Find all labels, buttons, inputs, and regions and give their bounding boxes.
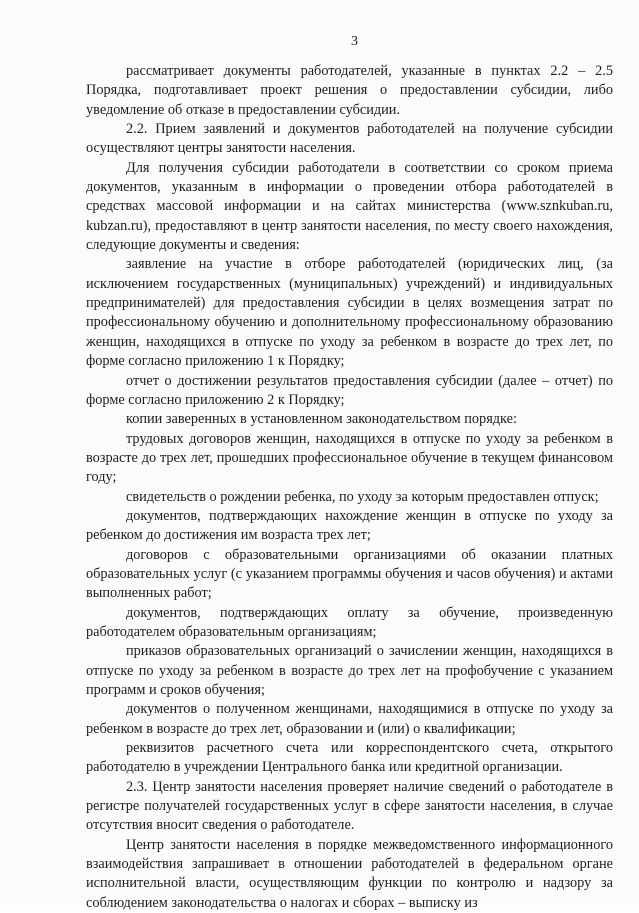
paragraph-certified-copies: копии заверенных в установленном законодательством порядке: [126, 411, 517, 428]
paragraph-2-2-heading: 2.2. Прием заявлений и документов работодателей на получение субсидии осуществляют центры занятости населения. [86, 121, 613, 157]
paragraph-birth-certificates: свидетельств о рождении ребенка, по уходу за которым предоставлен отпуск; [126, 488, 599, 505]
paragraph-payment-documents: документов, подтверждающих оплату за обучение, произведенную работодателем образовательным организациям; [86, 604, 613, 640]
paragraph-application: заявление на участие в отборе работодателей (юридических лиц, (за исключением государственных (муниципальных) учреждений) и индивидуальных предпринимателей) для предоставления субсидии в целях возмещения затрат по профессиональному обучению и дополнительному профессиональному образованию женщин, находящихся в отпуске по уходу за ребенком в возрасте до трех лет, по форме согласно приложению 1 к Порядку; [86, 256, 613, 370]
paragraph-enrollment-orders: приказов образовательных организаций о зачислении женщин, находящихся в отпуске по уходу за ребенком в возрасте до трех лет на профобучение с указанием программ и сроков обучения; [86, 643, 613, 698]
paragraph-employment-contracts: трудовых договоров женщин, находящихся в отпуске по уходу за ребенком в возрасте до трех лет, прошедших профессиональное обучение в текущем финансовом году; [86, 430, 613, 486]
page-number: 3 [351, 34, 358, 49]
paragraph-bank-details: реквизитов расчетного счета или корреспондентского счета, открытого работодателю в учреждении Центрального банка или кредитной организации. [86, 740, 613, 776]
document-body [86, 62, 613, 913]
paragraph-leave-documents: документов, подтверждающих нахождение женщин в отпуске по уходу за ребенком до достижения им возраста трех лет; [86, 507, 613, 544]
paragraph-education-contracts: договоров с образовательными организациями об оказании платных образовательных услуг (с указанием программы обучения и часов обучения) и актами выполненных работ; [86, 546, 613, 602]
paragraph-interagency-request: Центр занятости населения в порядке межведомственного информационного взаимодействия запрашивает в отношении работодателей в федеральном органе исполнительной власти, осуществляющим функции по контролю и надзору за соблюдением законодательства о налогах и сборах – выписку из [86, 836, 613, 911]
paragraph-2-3-register-check: 2.3. Центр занятости населения проверяет наличие сведений о работодателе в регистре получателей государственных услуг в сфере занятости населения, в случае отсутствия вносит сведения о работодателе. [86, 778, 613, 834]
paragraph-submission-terms: Для получения субсидии работодатели в соответствии со сроком приема документов, указанным в информации о проведении отбора работодателей в средствах массовой информации и на сайтах министерства (www.sznkuban.ru, kubzan.ru), предоставляют в центр занятости населения, по месту своего нахождения, следующие документы и сведения: [86, 159, 613, 254]
paragraph-report: отчет о достижении результатов предоставления субсидии (далее – отчет) по форме согласно приложению 2 к Порядку; [86, 372, 613, 408]
paragraph-qualification-documents: документов о полученном женщинами, находящимися в отпуске по уходу за ребенком в возрасте до трех лет, образовании и (или) о квалификации; [86, 701, 613, 737]
paragraph-review-documents: рассматривает документы работодателей, указанные в пунктах 2.2 – 2.5 Порядка, подготавливает проект решения о предоставлении субсидии, либо уведомление об отказе в предоставлении субсидии. [86, 63, 613, 118]
